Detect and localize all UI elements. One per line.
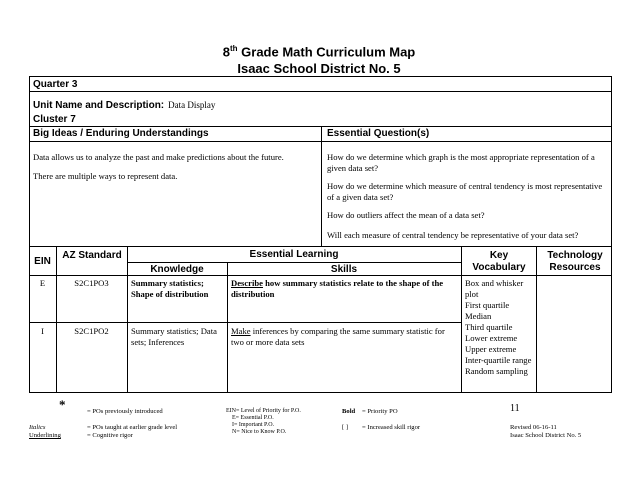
column-divider xyxy=(56,246,57,393)
col-ein-header: EIN xyxy=(34,256,51,267)
col-knowledge-header: Knowledge xyxy=(150,264,204,275)
row-standard: S2C1PO3 xyxy=(74,278,109,288)
vocabulary-list xyxy=(465,278,535,377)
ein-legend-line: E= Essential P.O. xyxy=(232,415,274,421)
col-az-standard-header: AZ Standard xyxy=(62,250,122,261)
bracket-definition: = Increased skill rigor xyxy=(362,424,421,431)
row-knowledge: Summary statistics; Shape of distribution xyxy=(131,278,209,299)
row-ein: E xyxy=(39,278,46,288)
divider xyxy=(29,91,612,92)
asterisk-symbol: * xyxy=(59,397,66,412)
row-knowledge: Summary statistics; Data sets; Inferences xyxy=(131,326,217,347)
cluster-label: Cluster 7 xyxy=(33,114,76,125)
footer-district: Isaac School District No. 5 xyxy=(510,432,582,439)
divider xyxy=(29,275,612,276)
grade-suffix: th xyxy=(229,44,238,53)
divider xyxy=(321,126,322,246)
big-idea-item: Data allows us to analyze the past and make predictions about the future. xyxy=(33,152,284,162)
page-title xyxy=(0,44,638,59)
vocab-term: Median xyxy=(465,311,492,321)
essential-question-item: How do we determine which graph is the most appropriate representation of a given data set? xyxy=(327,152,595,173)
vocab-term: First quartile xyxy=(465,300,510,310)
big-idea-item: There are multiple ways to represent data. xyxy=(33,171,178,181)
column-divider xyxy=(227,262,228,393)
bracket-label: [ ] xyxy=(342,424,349,431)
essential-question-item: Will each measure of central tendency be representative of your data set? xyxy=(327,230,579,240)
skill-text: inferences by comparing the same summary statistic for two or more data sets xyxy=(231,326,445,347)
column-divider xyxy=(536,246,537,393)
unit-value: Data Display xyxy=(168,100,216,110)
ein-legend-line: EIN= Level of Priority for P.O. xyxy=(226,408,301,414)
row-ein: I xyxy=(41,326,44,336)
title-text: Grade Math Curriculum Map xyxy=(237,44,416,60)
col-technology-resources-header: Technology Resources xyxy=(547,250,603,273)
divider xyxy=(29,322,461,323)
italics-definition: = POs taught at earlier grade level xyxy=(87,424,178,431)
big-ideas-heading: Big Ideas / Enduring Understandings xyxy=(33,128,209,139)
vocab-term: Upper extreme xyxy=(465,344,517,354)
ein-legend-line: N= Nice to Know P.O. xyxy=(232,429,287,435)
bold-definition: = Priority PO xyxy=(362,408,398,415)
revised-date: Revised 06-16-11 xyxy=(510,424,557,431)
skill-text: how summary statistics relate to the shape of the distribution xyxy=(231,278,444,299)
skill-verb: Make xyxy=(231,326,251,336)
bold-label: Bold xyxy=(342,408,356,415)
unit-label: Unit Name and Description: xyxy=(33,100,165,111)
vocab-term: plot xyxy=(465,289,479,299)
ein-legend xyxy=(226,408,301,436)
vocab-term: Box and whisker xyxy=(465,278,524,288)
asterisk-definition: = POs previously introduced xyxy=(87,408,163,415)
col-skills-header: Skills xyxy=(330,264,358,275)
divider xyxy=(127,262,461,263)
grade-number: 8 xyxy=(222,44,230,60)
italics-label: Italics xyxy=(29,424,46,431)
vocab-term: Lower extreme xyxy=(465,333,518,343)
row-skill xyxy=(231,278,459,300)
vocab-term: Inter-quartile range xyxy=(465,355,532,365)
vocab-term: Third quartile xyxy=(465,322,513,332)
col-key-vocabulary-header: Key Vocabulary xyxy=(472,250,526,273)
district-name: Isaac School District No. 5 xyxy=(237,61,401,76)
ein-legend-line: I= Important P.O. xyxy=(232,422,275,428)
page-number: 11 xyxy=(510,403,520,414)
essential-questions-heading: Essential Question(s) xyxy=(327,128,430,139)
essential-question-item: How do outliers affect the mean of a data set? xyxy=(327,210,485,220)
underlining-definition: = Cognitive rigor xyxy=(87,432,133,439)
col-essential-learning-header: Essential Learning xyxy=(249,249,339,260)
skill-verb: Describe xyxy=(231,278,263,288)
quarter-label: Quarter 3 xyxy=(33,79,78,90)
unit-row xyxy=(33,95,215,113)
row-skill xyxy=(231,326,459,348)
divider xyxy=(29,246,612,247)
vocab-term: Random sampling xyxy=(465,366,528,376)
essential-question-item: How do we determine which measure of central tendency is most representative of a given data set? xyxy=(327,181,603,202)
underlining-label: Underlining xyxy=(29,432,61,439)
row-standard: S2C1PO2 xyxy=(74,326,109,336)
column-divider xyxy=(461,246,462,393)
